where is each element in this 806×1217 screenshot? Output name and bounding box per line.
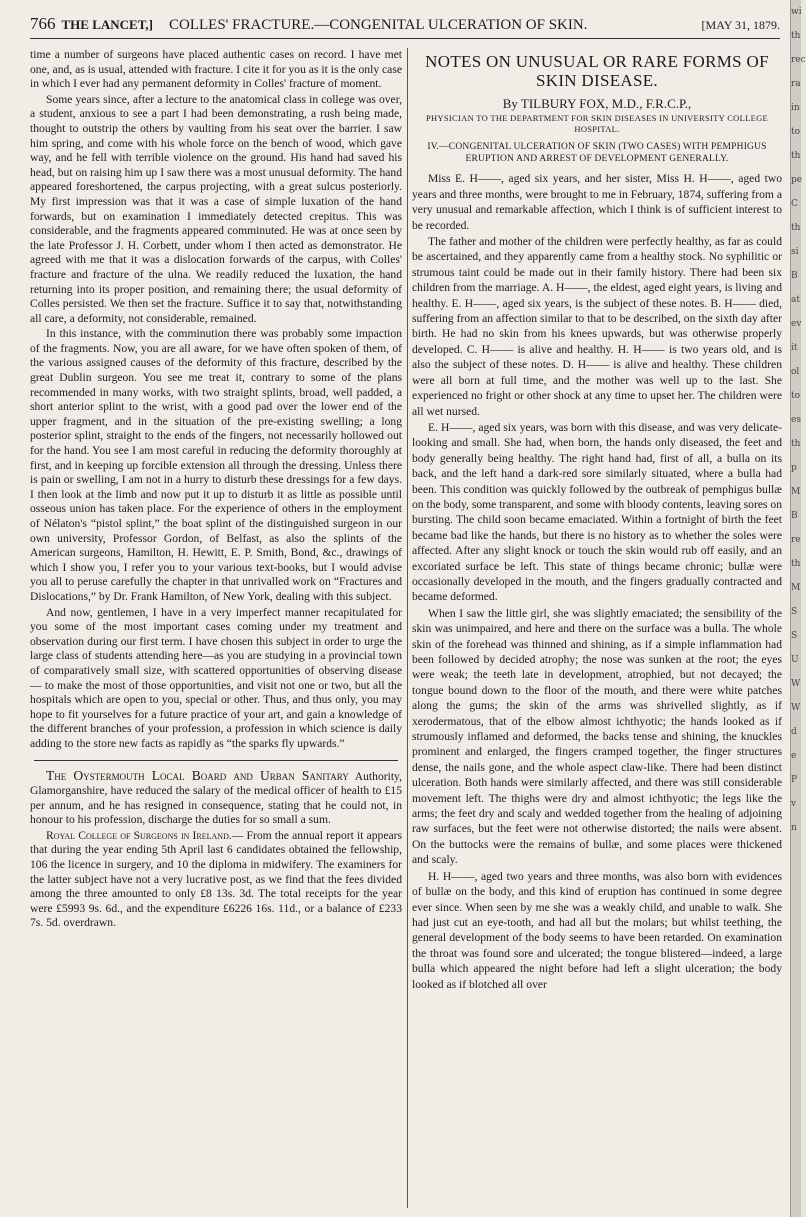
edge-fragment: in <box>791 103 800 113</box>
right-column <box>412 48 782 993</box>
edge-fragment: n <box>791 823 797 833</box>
article-paragraph: H. H——, aged two years and three months, was also born with evidences of bullæ on the body, and this kind of eruption has continued in some degree ever since. When seen by me she was a weakly child, and unable to walk. She had just cut an eye-tooth, and had all but the molars; but whilst teething, the general development of the body seems to have been retarded. On examination the throat was found sore and ulcerated; the tongue blistered—indeed, a large bulla which appeared the night before had left a slight ulceration; the body looked as if blotched all over <box>412 869 782 991</box>
lecture-paragraph: time a number of surgeons have placed authentic cases on record. I have met one, and, as is usual, attended with fracture. I cite it for you as it is the only case in which I ever had any permanent deformity in Colles' fracture of moment. <box>30 48 402 91</box>
edge-fragment: re <box>791 535 801 545</box>
edge-fragment: B <box>791 511 798 521</box>
edge-fragment: th <box>791 439 801 449</box>
article-paragraph: Miss E. H——, aged six years, and her sister, Miss H. H——, aged two years and three months, were brought to me in February, 1874, suffering from a very unusual and remarkable affection, which I think is of sufficient interest to be recorded. <box>412 172 782 232</box>
edge-fragment: es <box>791 415 801 425</box>
edge-fragment: it <box>791 343 798 353</box>
notice-lead: The Oystermouth Local Board and Urban Sanitary <box>46 767 349 783</box>
journal-name: THE LANCET,] <box>61 17 153 32</box>
edge-fragment: v <box>791 799 797 809</box>
news-notice <box>30 829 402 931</box>
edge-fragment: rec <box>791 55 806 65</box>
edge-fragment: wi <box>791 7 802 17</box>
lecture-paragraph: Some years since, after a lecture to the anatomical class in college was over, a student, anxious to see a part I had been demonstrating, a rush being made, thought to outstrip the others by vaulting from his seat over the barrier. I saw him spring, and come with his whole force on the bench of wood, which gave way, and he fell with terrible violence on the ground. His hand had saved his head, but on raising him up I saw there was a most unusual deformity. The hand appeared foreshortened, the carpus projecting, with a great sulcus posteriorly. My first impression was that it was a case of simple luxation of the hand forwards, but on examination I immediately detected crepitus. This was considerable, and the fragments appeared comminuted. He was at once seen by the late Professor J. H. Corbett, under whom I then acted as demonstrator. He agreed with me that it was a dislocation forwards of the carpus, with Colles' fracture and fracture of the ulna. We readily reduced the luxation, the hand returning into its proper position, and remaining there; the usual deformity of Colles persisted. We then set the fracture. Suffice it to say that, notwithstanding all care, a deformity, not considerable, remained. <box>30 92 402 325</box>
page-number: 766 <box>30 14 56 33</box>
edge-fragment: W <box>791 703 801 713</box>
edge-fragment: P <box>791 775 798 785</box>
article-byline: By TILBURY FOX, M.D., F.R.C.P., <box>502 96 692 111</box>
notice-body: — From the annual report it appears that during the year ending 5th April last 6 candidates obtained the fellowship, 106 the licence in surgery, and 10 the diploma in midwifery. The examiners for the latter subject have not a very lucrative post, as we find that the fees divided among the three amounted to only £8 13s. 3d. The total receipts for the year were £5993 9s. 6d., and the expenditure £6226 16s. 11d., or a balance of £233 7s. 5d. overdrawn. <box>30 828 402 930</box>
notice-lead: Royal College of Surgeons in Ireland. <box>46 828 232 842</box>
edge-fragment: th <box>791 223 801 233</box>
news-notice <box>30 769 402 828</box>
edge-fragment: C <box>791 199 798 209</box>
edge-fragment: ev <box>791 319 802 329</box>
column-rule <box>407 48 408 1208</box>
edge-fragment: M <box>791 487 801 497</box>
section-heading: IV.—CONGENITAL ULCERATION OF SKIN (TWO CASES) WITH PEMPHIGUS ERUPTION AND ARREST OF DEVELOPMENT GENERALLY. <box>427 142 767 165</box>
edge-fragment: th <box>791 31 801 41</box>
notice-body: Authority, Glamorganshire, have reduced the salary of the medical officer of health to £15 per annum, and he has resigned in consequence, stating that he could not, in honour to his profession, discharge the duties for so small a sum. <box>30 769 402 827</box>
edge-fragment: ra <box>791 79 801 89</box>
article-paragraph: When I saw the little girl, she was slightly emaciated; the sensibility of the skin was unimpaired, and here and there on the surface was a bulla. The whole skin of the forehead was thinned and shining, as if a simple inflammation had been followed by decided atrophy; the nose was sunken at the root; the eyes were weak; the teeth late in development, atrophied, but not decayed; the tongue bound down to the floor of the mouth, and there were white patches along the gums; the skin of the arms was shrivelled slightly, as if xerodermatous, that of the elbow almost ichthyotic; the hands looked as if strumously inflamed and deformed, the backs tense and shining, the knuckles prominent and enlarged, the fingers cramped together, the finger structures dense, the nails gone, and the whole aspect claw-like. There had been distinct ulceration. Both hands were similarly affected, and there was still considerable movement left. The thighs were dry and almost ichthyotic; the legs like the arms; the feet dry and scaly and wedded together from the healing of adjoining raw surfaces, but the feet were not otherwise distorted; the nails were absent. On the buttocks were the remains of bullæ, and some places were thickened and scaly. <box>412 606 782 867</box>
edge-fragment: pe <box>791 175 803 185</box>
edge-fragment: to <box>791 127 801 137</box>
article-title: NOTES ON UNUSUAL OR RARE FORMS OF SKIN DISEASE. <box>425 52 769 90</box>
edge-fragment: S <box>791 607 798 617</box>
section-divider <box>34 760 398 761</box>
edge-fragment: S <box>791 631 798 641</box>
article-paragraph: E. H——, aged six years, was born with this disease, and was very delicate-looking and small. She had, when born, the hands only diseased, the feet and body generally being healthy. The right hand had, first of all, a bulla on its back, and the left hand a dark-red sore similarly situated, where a bulla had been. This condition was quickly followed by the outbreak of pemphigus bullæ on the body, some transparent, and some with bloody contents, leaving sores on bursting. The child soon became emaciated. Within a fortnight of birth the feet became bad like the hands, but there is no history as to whether the soles were affected. After any slight knock or touch the skin would rub off easily, and an excoriated surface be left. This state of things became chronic; bullæ were occasionally developed in the mouth, and the fingers gradually contracted and became deformed. <box>412 420 782 604</box>
edge-fragment: M <box>791 583 801 593</box>
edge-fragment: W <box>791 679 801 689</box>
lecture-paragraph: In this instance, with the comminution there was probably some impaction of the fragments. Now, you are all aware, for we have often spoken of them, of the various assigned causes of the deformity of this fracture, described by the great Dublin surgeon. You see me treat it, contrary to some of the plans recommended in many works, with two straight splints, broad, well padded, a short anterior splint to the wrist, with a good pad over the lower end of the upper fragment, and in the situation of the pre-existing swelling; a long posterior splint, straight to the ends of the fingers, not necessarily hollowed out for the hand. You see I am most careful in reducing the deformity thoroughly at first, and in keeping up forcible extension all through the dressing. Unless there is pain or swelling, I am not in a hurry to disturb these dressings for a few days. I then look at the limb and now put it up to disturb it as little as possible until osseous union has taken place. For the experience of others in the employment of Nélaton's “pistol splint,” the boat splint of the distinguished surgeon in our own university, Professor Gordon, of Belfast, as also the splints of the American surgeons, Hamilton, H. Hewitt, E. P. Smith, Bond, &c., drawings of which I show you, I refer you to your various text-books, but I would advise you all to peruse carefully the chapter in that unrivalled work on “Fractures and Dislocations,” by Dr. Frank Hamilton, of New York, dealing with this subject. <box>30 327 402 603</box>
edge-fragment: at <box>791 295 800 305</box>
next-page-edge <box>790 0 806 1217</box>
author-affiliation: PHYSICIAN TO THE DEPARTMENT FOR SKIN DISEASES IN UNIVERSITY COLLEGE HOSPITAL. <box>425 113 769 135</box>
edge-fragment: U <box>791 655 799 665</box>
left-column <box>30 48 402 932</box>
running-title: COLLES' FRACTURE.—CONGENITAL ULCERATION OF SKIN. <box>169 17 588 33</box>
edge-fragment: ol <box>791 367 800 377</box>
article-paragraph: The father and mother of the children were perfectly healthy, as far as could be ascertained, and they apparently came from a healthy stock. No syphilitic or strumous taint could be made out in their family history. There had been six children from the marriage. A. H——, the eldest, aged eight years, is living and healthy. E. H——, aged six years, is the subject of these notes. B. H—— died, suffering from an affection similar to that to be described, on the sixth day after birth. He had no skin from his knees upwards, but was otherwise properly developed. C. H—— is alive and healthy. H. H—— is two years old, and is also the subject of these notes. D. H—— is alive and healthy. These children were all born at full time, and the mother was well up to the last. She experienced no fright or other shock at any time to upset her. The children were all wet nursed. <box>412 235 782 418</box>
edge-fragment: to <box>791 391 801 401</box>
edge-fragment: th <box>791 559 801 569</box>
edge-fragment: e <box>791 751 797 761</box>
edge-fragment: th <box>791 151 801 161</box>
issue-date: [MAY 31, 1879. <box>701 18 780 32</box>
edge-fragment: si <box>791 247 799 257</box>
edge-fragment: B <box>791 271 798 281</box>
running-header <box>30 14 780 39</box>
lecture-paragraph: And now, gentlemen, I have in a very imperfect manner recapitulated for you some of the most important cases coming under my treatment and observation during our first term. I have chosen this subject in order to urge the large class of students attending here—as you are studying in a provincial town of comparatively small size, with scattered opportunities of observing disease — to make the most of those opportunities, and visit not one or two, but all the hospitals which are open to you, special or other. Thus, and thus only, you may hope to fit yourselves for a future practice of your art, and gain a knowledge of the different branches of your profession, a profession in which science is daily adding to the store new facts as rapidly as “the sparks fly upwards.” <box>30 605 402 750</box>
edge-fragment: p <box>791 463 797 473</box>
edge-fragment: d <box>791 727 797 737</box>
